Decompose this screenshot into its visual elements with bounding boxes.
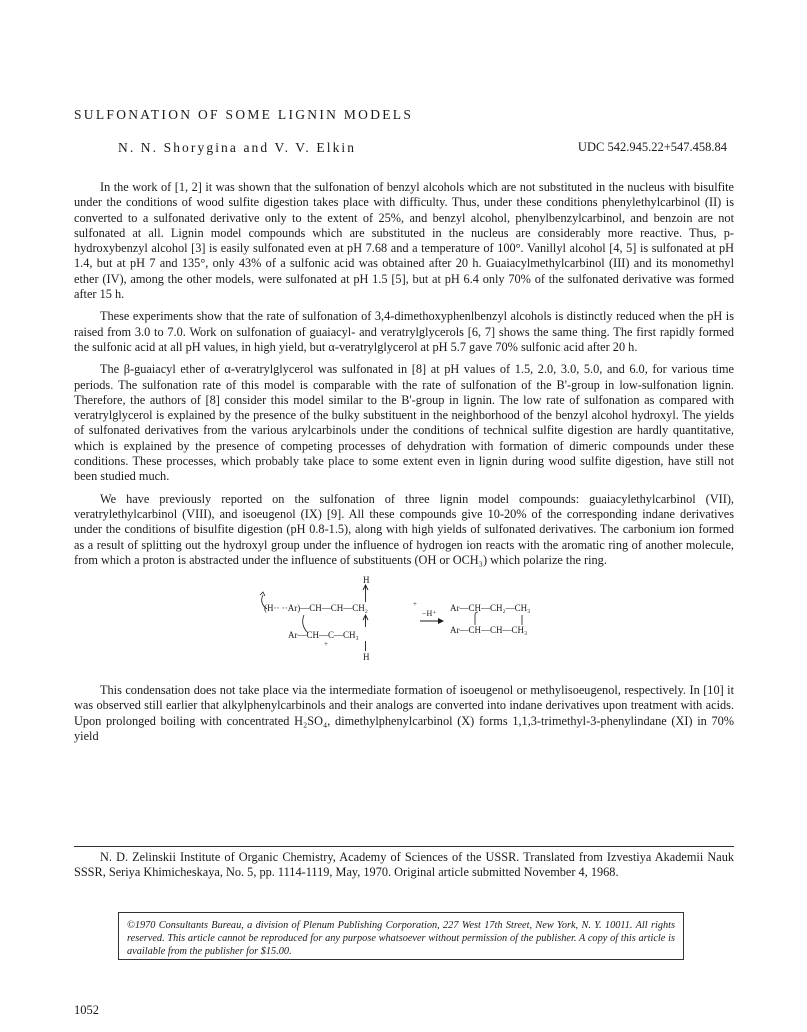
article-title: SULFONATION OF SOME LIGNIN MODELS: [74, 107, 414, 122]
paragraph-3: The β-guaiacyl ether of α-veratrylglycerol was sulfonated in [8] at pH values of 1.5, 2.0, 3.0, 5.0, and 6.0, for various time periods. The sulfonation rate of this model is comparable with the rate of sulfonation of the B'-group in low-sulfonation lignin. Therefore, the authors of [8] consider this model similar to the B'-group in lignin. The low rate of sulfonation as compared with veratrylglycerol is explained by the presence of the bulky substituent in the neighborhood of the benzyl alcohol hydroxyl. The yields of sulfonated derivatives from the various arylcarbinols under the conditions of technical sulfite digestion are hardly quantitative, which is explained by the presence of competing processes of dehydration with formation of dimeric compounds under these conditions. These processes, which probably take place to some extent even in lignin during wood sulfite digestion, have still not been studied much.: [74, 362, 734, 484]
paragraph-1: In the work of [1, 2] it was shown that the sulfonation of benzyl alcohols which are not substituted in the nucleus with bisulfite under the conditions of wood sulfite digestion takes place with difficulty. Thus, under these conditions phenylethylcarbinol (II) is converted to a sulfonated derivative only to the extent of 25%, and benzyl alcohol, phenylbenzylcarbinol, and benzoin are not sulfonated at all. Lignin model compounds which are substituted in the nucleus are considerably more reactive. Thus, p-hydroxybenzyl alcohol [3] is easily sulfonated even at pH 7.68 and a temperature of 100°. Vanillyl alcohol [4, 5] is sulfonated at pH 1.4, but at pH 7 and 135°, only 43% of a sulfonic acid was obtained after 20 h. Guaiacylmethylcarbinol (III) and its monomethyl ether (IV), among the other models, were sulfonated at pH 1.5 [5], but at pH 6.4 only 70% of the sulfonated derivative was formed after 15 h.: [74, 180, 734, 302]
reaction-scheme-drawing: [74, 575, 734, 677]
article-authors: N. N. Shorygina and V. V. Elkin: [118, 140, 357, 155]
paragraph-4: We have previously reported on the sulfonation of three lignin model compounds: guaiacylethylcarbinol (VII), veratrylethylcarbinol (VIII), and isoeugenol (IX) [9]. All these compounds give 10-20% of the corresponding indane derivatives under the conditions of bisulfite digestion (pH 0.8-1.5), along with high yields of sulfonated derivatives. The carbonium ion formed as a result of splitting out the hydroxyl group under the influence of hydrogen ion reacts with the aromatic ring of another molecule, from which a proton is abstracted under the influence of substituents (OH or OCH₃) which polarize the ring.: [74, 491, 734, 567]
reaction-scheme: [74, 575, 734, 677]
udc-code: UDC 542.945.22+547.458.84: [577, 140, 727, 154]
paragraph-2: These experiments show that the rate of sulfonation of 3,4-dimethoxyphenlbenzyl alcohols is distinctly reduced when the pH is raised from 3.0 to 7.0. Work on sulfonation of guaiacyl- and veratrylglycerols [6, 7] shows the same thing. The first rapidly formed the sulfonic acid at all pH values, in high yield, but α-veratrylglycerol at pH 5.7 gave 70% sulfonic acid after 20 h.: [74, 309, 734, 354]
affiliation-note: N. D. Zelinskii Institute of Organic Chemistry, Academy of Sciences of the USSR. Translated from Izvestiya Akademii Nauk SSSR, Seriya Khimicheskaya, No. 5, pp. 1114-1119, May, 1970. Original article submitted November 4, 1968.: [74, 850, 734, 879]
article-body: [74, 180, 734, 751]
scheme-left-bottom: Ar—CH—C—CH₃: [288, 630, 359, 641]
page-number: 1052: [74, 1003, 99, 1017]
scheme-arrow-label: −H⁺: [422, 609, 437, 619]
scheme-h-bottom: H: [363, 652, 370, 663]
scheme-plus-bottom: +: [324, 640, 328, 649]
scheme-left-top: (H·· ··Ar)—CH—CH—CH₂: [264, 603, 368, 614]
paragraph-5: This condensation does not take place via the intermediate formation of isoeugenol or methylisoeugenol, respectively. In [10] it was observed still earlier that alkylphenylcarbinols and their analogs are converted into indane derivatives upon treatment with acids. Upon prolonged boiling with concentrated H₂SO₄, dimethylphenylcarbinol (X) forms 1,1,3-trimethyl-3-phenylindane (XI) in 70% yield: [74, 683, 734, 744]
scheme-right-bottom: Ar—CH—CH—CH₃: [450, 625, 528, 636]
scheme-right-top: Ar—CH—CH₂—CH₃: [450, 603, 531, 614]
footnote-divider: [74, 846, 734, 847]
copyright-box: ©1970 Consultants Bureau, a division of Plenum Publishing Corporation, 227 West 17th Street, New York, N. Y. 10011. All rights reserved. This article cannot be reproduced for any purpose whatsoever without permission of the publisher. A copy of this article is available from the publisher for $15.00.: [118, 912, 684, 960]
scheme-plus-top: +: [413, 600, 417, 609]
scheme-h-top: H: [363, 575, 370, 586]
